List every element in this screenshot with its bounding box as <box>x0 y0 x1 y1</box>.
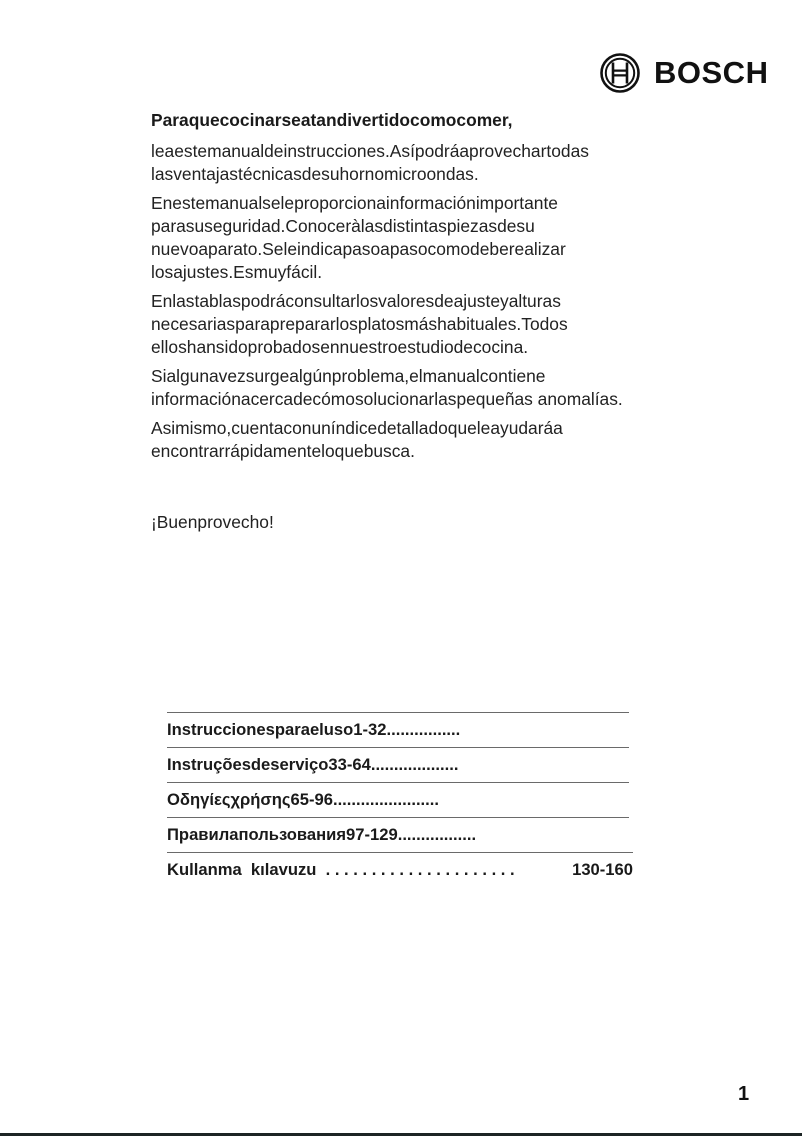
closing-text: ¡Buenprovecho! <box>151 512 274 532</box>
toc-label: Kullanma kılavuzu . . . . . . . . . . . . . . . . . . . . . <box>167 860 515 879</box>
intro-heading: Paraquecocinarseatandivertidocomocomer, <box>151 110 513 130</box>
bosch-armature-icon <box>600 53 640 93</box>
toc-entry-russian[interactable] <box>167 817 629 852</box>
intro-paragraph: Asimismo,cuentaconuníndicedetalladoqueleayudaráa encontrarrápidamenteloquebusca. <box>151 418 563 461</box>
brand-name: BOSCH <box>654 55 769 90</box>
intro-paragraph: Enlastablaspodráconsultarlosvaloresdeajusteyalturas necesariasparaprepararlosplatosmáshabituales.Todos elloshansidoprobadosennuestroestudiodecocina. <box>151 291 568 357</box>
toc-pages: 130-160 <box>572 860 633 879</box>
intro-paragraph: Sialgunavezsurgealgúnproblema,elmanualcontiene informaciónacercadecómosolucionarlaspequeñas anomalías. <box>151 366 623 409</box>
toc-entry-spanish[interactable] <box>167 712 629 747</box>
intro-section <box>151 108 631 469</box>
intro-paragraph: Enestemanualseleproporcionainformaciónimportante parasuseguridad.Conoceràlasdistintaspiezasdesu nuevoaparato.Seleindicapasoapasocomodeberealizar losajustes.Esmuyfácil. <box>151 193 566 282</box>
page-number: 1 <box>738 1083 750 1105</box>
toc-label: Instruccionesparaeluso1-32................ <box>167 720 461 739</box>
toc-label: Instruçõesdeserviço33-64................... <box>167 755 459 774</box>
toc-entry-greek[interactable] <box>167 782 629 817</box>
toc-entry-turkish[interactable] <box>167 852 633 887</box>
intro-paragraph: leaestemanualdeinstrucciones.Asípodráaprovechartodas lasventajastécnicasdesuhornomicroondas. <box>151 141 589 184</box>
toc-label: Οδηγίεςχρήσης65-96....................... <box>167 790 439 809</box>
toc-entry-portuguese[interactable] <box>167 747 629 782</box>
toc-label: Правилапользования97-129................. <box>167 825 477 844</box>
brand-logo <box>600 53 768 93</box>
table-of-contents <box>167 712 633 887</box>
